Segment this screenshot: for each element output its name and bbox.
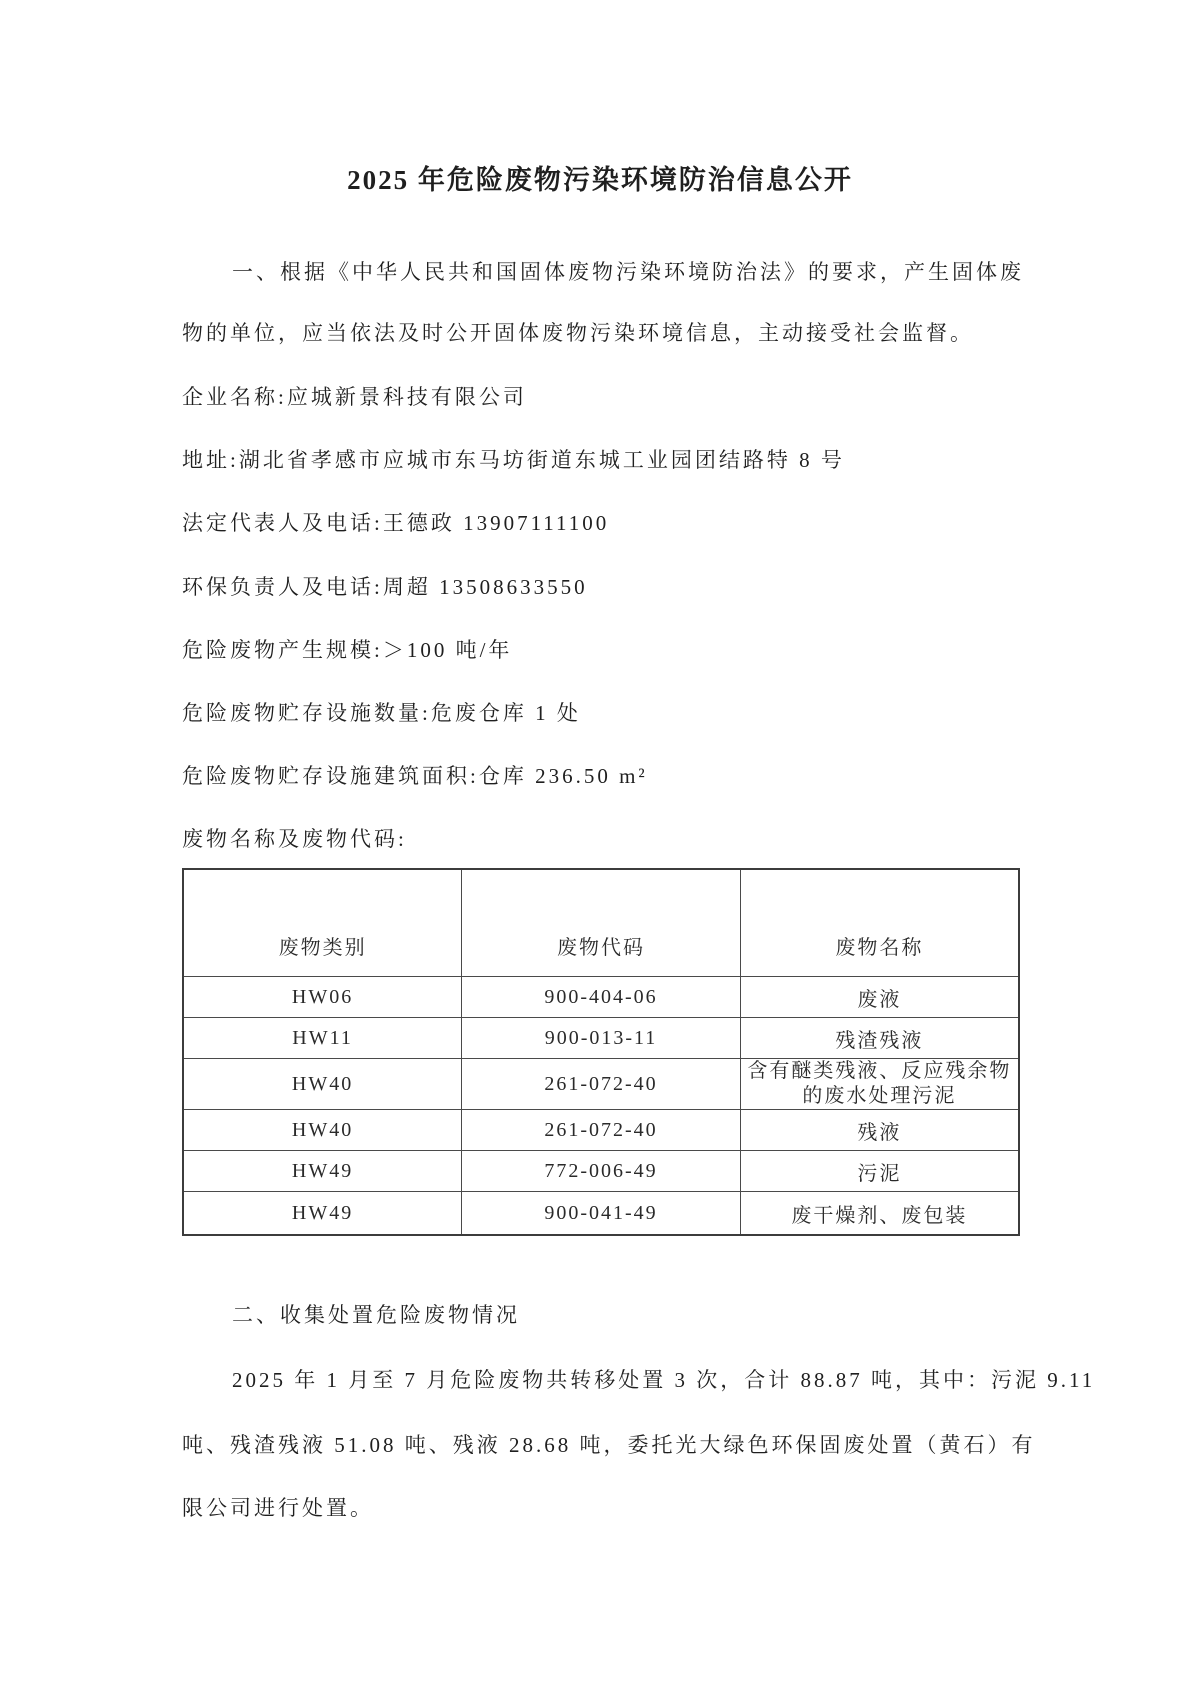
table-cell-code: 772-006-49	[462, 1151, 741, 1192]
table-cell-category: HW40	[183, 1059, 462, 1110]
table-cell-code: 900-013-11	[462, 1018, 741, 1059]
table-cell-name: 含有醚类残液、反应残余物的废水处理污泥	[740, 1059, 1019, 1110]
table-cell-category: HW11	[183, 1018, 462, 1059]
table-cell-category: HW06	[183, 977, 462, 1018]
paragraph-line: 限公司进行处置。	[182, 1496, 374, 1520]
table-cell-name: 污泥	[740, 1151, 1019, 1192]
table-cell-code: 900-041-49	[462, 1192, 741, 1236]
table-cell-name: 废干燥剂、废包装	[740, 1192, 1019, 1236]
paragraph-line: 2025 年 1 月至 7 月危险废物共转移处置 3 次，合计 88.87 吨，其中：污泥 9.11	[232, 1368, 1096, 1392]
table-header-row	[183, 869, 1019, 977]
table-cell-code: 261-072-40	[462, 1059, 741, 1110]
table-row	[183, 977, 1019, 1018]
table-cell-name: 废液	[740, 977, 1019, 1018]
column-header-category: 废物类别	[183, 869, 462, 977]
legal-representative-line: 法定代表人及电话:王德政 13907111100	[182, 511, 610, 535]
storage-area-line: 危险废物贮存设施建筑面积:仓库 236.50 m²	[182, 764, 648, 788]
env-officer-line: 环保负责人及电话:周超 13508633550	[182, 575, 588, 599]
table-row	[183, 1151, 1019, 1192]
table-row	[183, 1018, 1019, 1059]
table-row	[183, 1192, 1019, 1236]
address-line: 地址:湖北省孝感市应城市东马坊街道东城工业园团结路特 8 号	[182, 448, 845, 472]
table-cell-code: 900-404-06	[462, 977, 741, 1018]
paragraph-line: 吨、残渣残液 51.08 吨、残液 28.68 吨，委托光大绿色环保固废处置（黄石）有	[182, 1433, 1036, 1457]
table-caption: 废物名称及废物代码:	[182, 827, 407, 851]
table-cell-code: 261-072-40	[462, 1110, 741, 1151]
table-cell-name: 残液	[740, 1110, 1019, 1151]
table-cell-category: HW49	[183, 1192, 462, 1236]
table-row	[183, 1110, 1019, 1151]
table-cell-category: HW49	[183, 1151, 462, 1192]
column-header-code: 废物代码	[462, 869, 741, 977]
storage-count-line: 危险废物贮存设施数量:危废仓库 1 处	[182, 701, 581, 725]
paragraph-line: 一、根据《中华人民共和国固体废物污染环境防治法》的要求，产生固体废	[232, 260, 1024, 284]
table-row	[183, 1059, 1019, 1110]
section2-heading: 二、收集处置危险废物情况	[232, 1303, 520, 1327]
page-title: 2025 年危险废物污染环境防治信息公开	[347, 165, 853, 195]
table-cell-category: HW40	[183, 1110, 462, 1151]
paragraph-line: 物的单位，应当依法及时公开固体废物污染环境信息，主动接受社会监督。	[182, 321, 974, 345]
column-header-name: 废物名称	[740, 869, 1019, 977]
company-name-line: 企业名称:应城新景科技有限公司	[182, 385, 527, 409]
table-cell-name: 残渣残液	[740, 1018, 1019, 1059]
waste-code-table	[182, 868, 1020, 1236]
production-scale-line: 危险废物产生规模:＞100 吨/年	[182, 638, 513, 662]
